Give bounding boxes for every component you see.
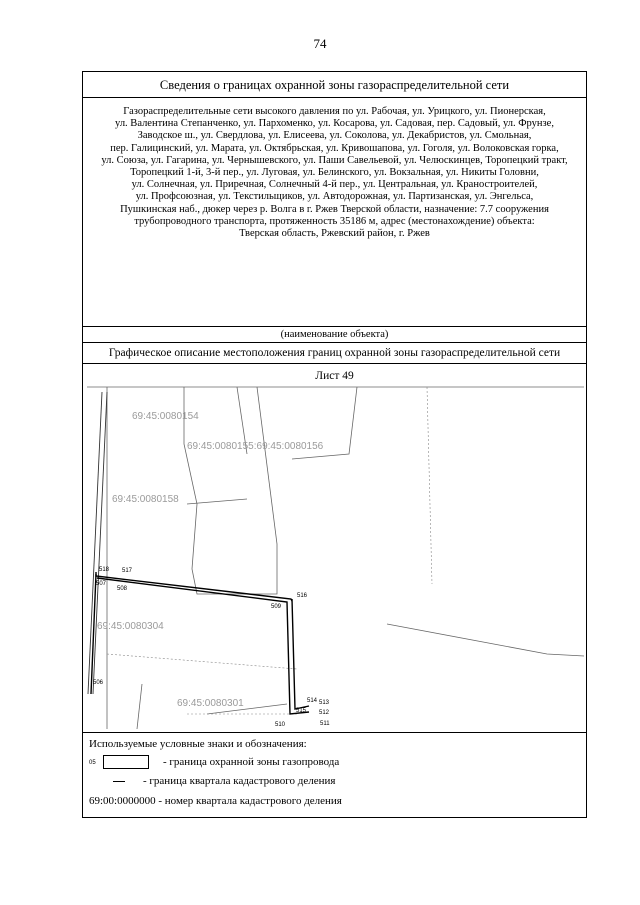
description-line: Пушкинская наб., дюкер через р. Волга в г. Ржев Тверской области, назначение: 7.7 сооружения — [120, 203, 549, 215]
description-line: трубопроводного транспорта, протяженность 35186 м, адрес (местонахождение) объекта: — [134, 215, 535, 227]
document-frame — [82, 71, 587, 818]
point-label: 517 — [122, 568, 133, 574]
point-label: 508 — [117, 586, 128, 592]
protection-zone-outline — [292, 599, 309, 709]
description-line: ул. Профсоюзная, ул. Текстильщиков, ул. Автодорожная, ул. Партизанская, ул. Энгельса, — [135, 191, 534, 203]
graphic-title: Графическое описание местоположения границ охранной зоны газораспределительной сети — [83, 343, 586, 364]
point-label: 518 — [99, 567, 110, 573]
cadastral-number: 69:45:0080301 — [177, 698, 244, 709]
point-label: 513 — [319, 700, 330, 706]
legend-item-zone — [103, 755, 339, 769]
point-label: 05 — [89, 760, 96, 766]
cadastral-boundary — [387, 624, 584, 656]
parcel-line — [107, 654, 297, 669]
point-label: 514 — [307, 698, 318, 704]
point-label: 512 — [319, 710, 330, 716]
point-label: 511 — [320, 721, 330, 727]
point-label: 510 — [275, 722, 286, 728]
description-line: ул. Валентина Степанченко, ул. Пархоменко, ул. Косарова, ул. Садовая, пер. Садовый, ул. Фрунзе, — [115, 118, 554, 130]
legend-item-text: - граница квартала кадастрового деления — [143, 775, 336, 787]
protection-zone-outline — [97, 578, 309, 714]
point-label: 515 — [296, 708, 307, 714]
cadastral-number: 69:45:0080304 — [97, 621, 164, 632]
legend-item-text: - граница охранной зоны газопровода — [163, 756, 340, 768]
legend-heading: Используемые условные знаки и обозначения: — [89, 738, 307, 750]
legend — [83, 732, 586, 817]
description-line: Заводское ш., ул. Свердлова, ул. Елисеева, ул. Соколова, ул. Декабристов, ул. Смольная, — [137, 130, 532, 142]
legend-item-number: 69:00:0000000 - номер квартала кадастрового деления — [89, 795, 342, 807]
quarter-boundary-icon — [113, 781, 125, 782]
description-line: Торопецкий 1-й, 3-й пер., ул. Луговая, ул. Белинского, ул. Вокзальная, ул. Никиты Головни, — [130, 167, 539, 179]
cadastral-boundary — [137, 684, 142, 729]
description-line: ул. Союза, ул. Гагарина, ул. Чернышевского, ул. Паши Савельевой, ул. Челюскинцев, Торопецкий тракт, — [101, 154, 568, 166]
zone-boundary-icon — [103, 755, 149, 769]
cadastral-boundaries — [87, 387, 584, 729]
point-label: 506 — [93, 680, 104, 686]
point-label: 507 — [96, 581, 107, 587]
description-line: ул. Солнечная, ул. Приречная, Солнечный 4-й пер., ул. Центральная, ул. Краностроителей, — [131, 179, 538, 191]
description-line: Тверская область, Ржевский район, г. Ржев — [239, 228, 430, 240]
object-name-caption: (наименование объекта) — [83, 327, 586, 343]
point-label: 509 — [271, 604, 282, 610]
point-label: 516 — [297, 593, 308, 599]
sheet-label: Лист 49 — [315, 370, 354, 382]
parcel-lines — [107, 387, 432, 714]
description-line: Газораспределительные сети высокого давления по ул. Рабочая, ул. Урицкого, ул. Пионерская, — [123, 106, 546, 117]
cadastral-number: 69:45:0080154 — [132, 411, 199, 422]
cadastral-number: 69:45:0080158 — [112, 494, 179, 505]
description-line: пер. Галицинский, ул. Марата, ул. Октябрьская, ул. Кривошапова, ул. Гоголя, ул. Волоковская горка, — [110, 142, 559, 154]
object-description — [83, 98, 586, 327]
legend-item-quarter — [113, 775, 335, 787]
parcel-line — [427, 387, 432, 584]
cadastral-number: 69:45:0080155:69:45:0080156 — [187, 441, 324, 452]
header-title: Сведения о границах охранной зоны газораспределительной сети — [83, 72, 586, 98]
road-lines — [88, 392, 107, 694]
protection-zone — [91, 572, 309, 714]
page-number: 74 — [313, 36, 327, 51]
